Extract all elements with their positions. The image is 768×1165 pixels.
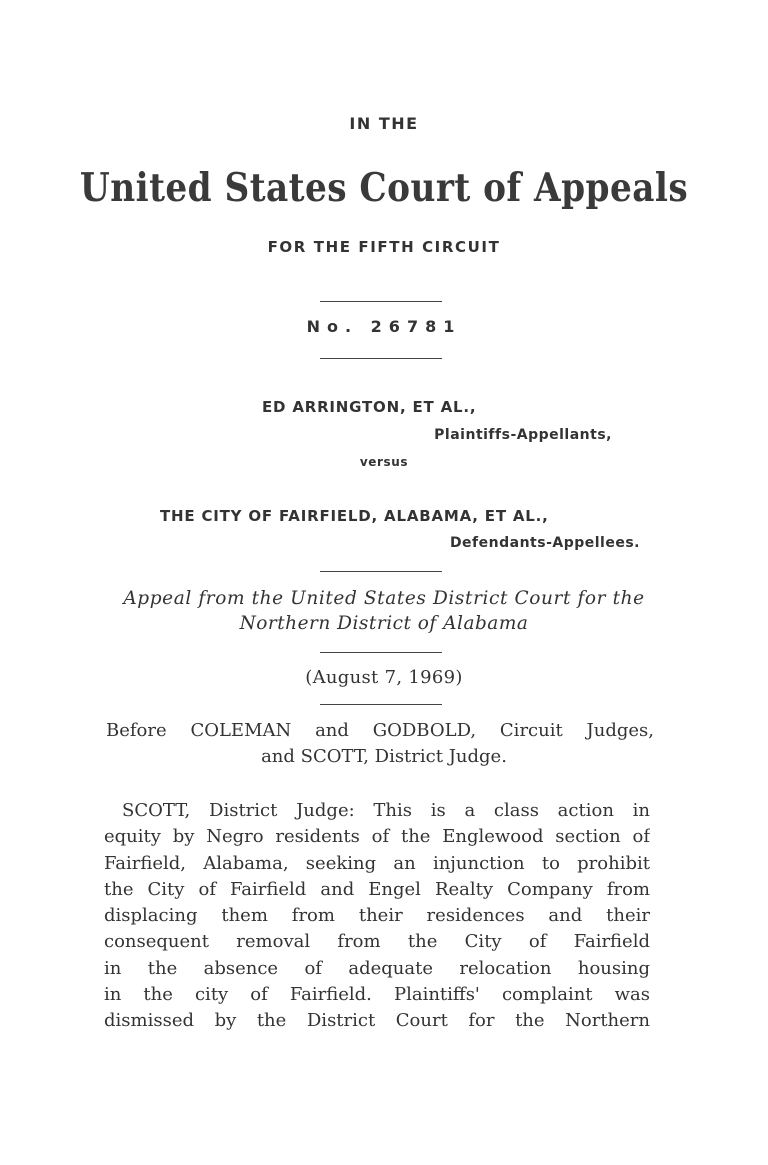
opinion-line: consequent removal from the City of Fairfield [104, 931, 650, 953]
panel-line-2: and SCOTT, District Judge. [261, 746, 507, 767]
opinion-line: the City of Fairfield and Engel Realty Company from [104, 878, 650, 900]
divider-rule [320, 704, 442, 705]
divider-rule [320, 571, 442, 572]
divider-rule [320, 301, 442, 302]
in-the-heading: IN THE [349, 114, 419, 133]
versus-label: versus [359, 455, 409, 469]
appeal-line-1: Appeal from the United States District Court for the [123, 588, 645, 609]
panel-line-1: Before COLEMAN and GODBOLD, Circuit Judges, [106, 720, 654, 741]
appeal-line-2: Northern District of Alabama [239, 613, 529, 634]
plaintiffs-role: Plaintiffs-Appellants, [434, 427, 612, 443]
opinion-line: equity by Negro residents of the Englewood section of [104, 826, 650, 848]
defendants-role: Defendants-Appellees. [449, 535, 640, 551]
opinion-line: SCOTT, District Judge: This is a class action in [122, 800, 650, 821]
opinion-line: Fairfield, Alabama, seeking an injunction to prohibit [104, 852, 650, 874]
divider-rule [320, 652, 442, 653]
opinion-line: displacing them from their residences and their [104, 905, 650, 927]
divider-rule [320, 358, 442, 359]
plaintiffs-name: ED ARRINGTON, ET AL., [262, 398, 477, 416]
decision-date: (August 7, 1969) [305, 667, 463, 688]
defendants-name: THE CITY OF FAIRFIELD, ALABAMA, ET AL., [160, 507, 549, 525]
opinion-line: dismissed by the District Court for the Northern [104, 1010, 650, 1032]
circuit-heading: FOR THE FIFTH CIRCUIT [267, 238, 501, 256]
opinion-line: in the absence of adequate relocation housing [104, 957, 650, 979]
opinion-paragraph [104, 798, 650, 1035]
opinion-line: in the city of Fairfield. Plaintiffs' complaint was [104, 984, 650, 1006]
court-title: United States Court of Appeals [79, 165, 689, 211]
docket-number: No. 26781 [306, 317, 462, 336]
